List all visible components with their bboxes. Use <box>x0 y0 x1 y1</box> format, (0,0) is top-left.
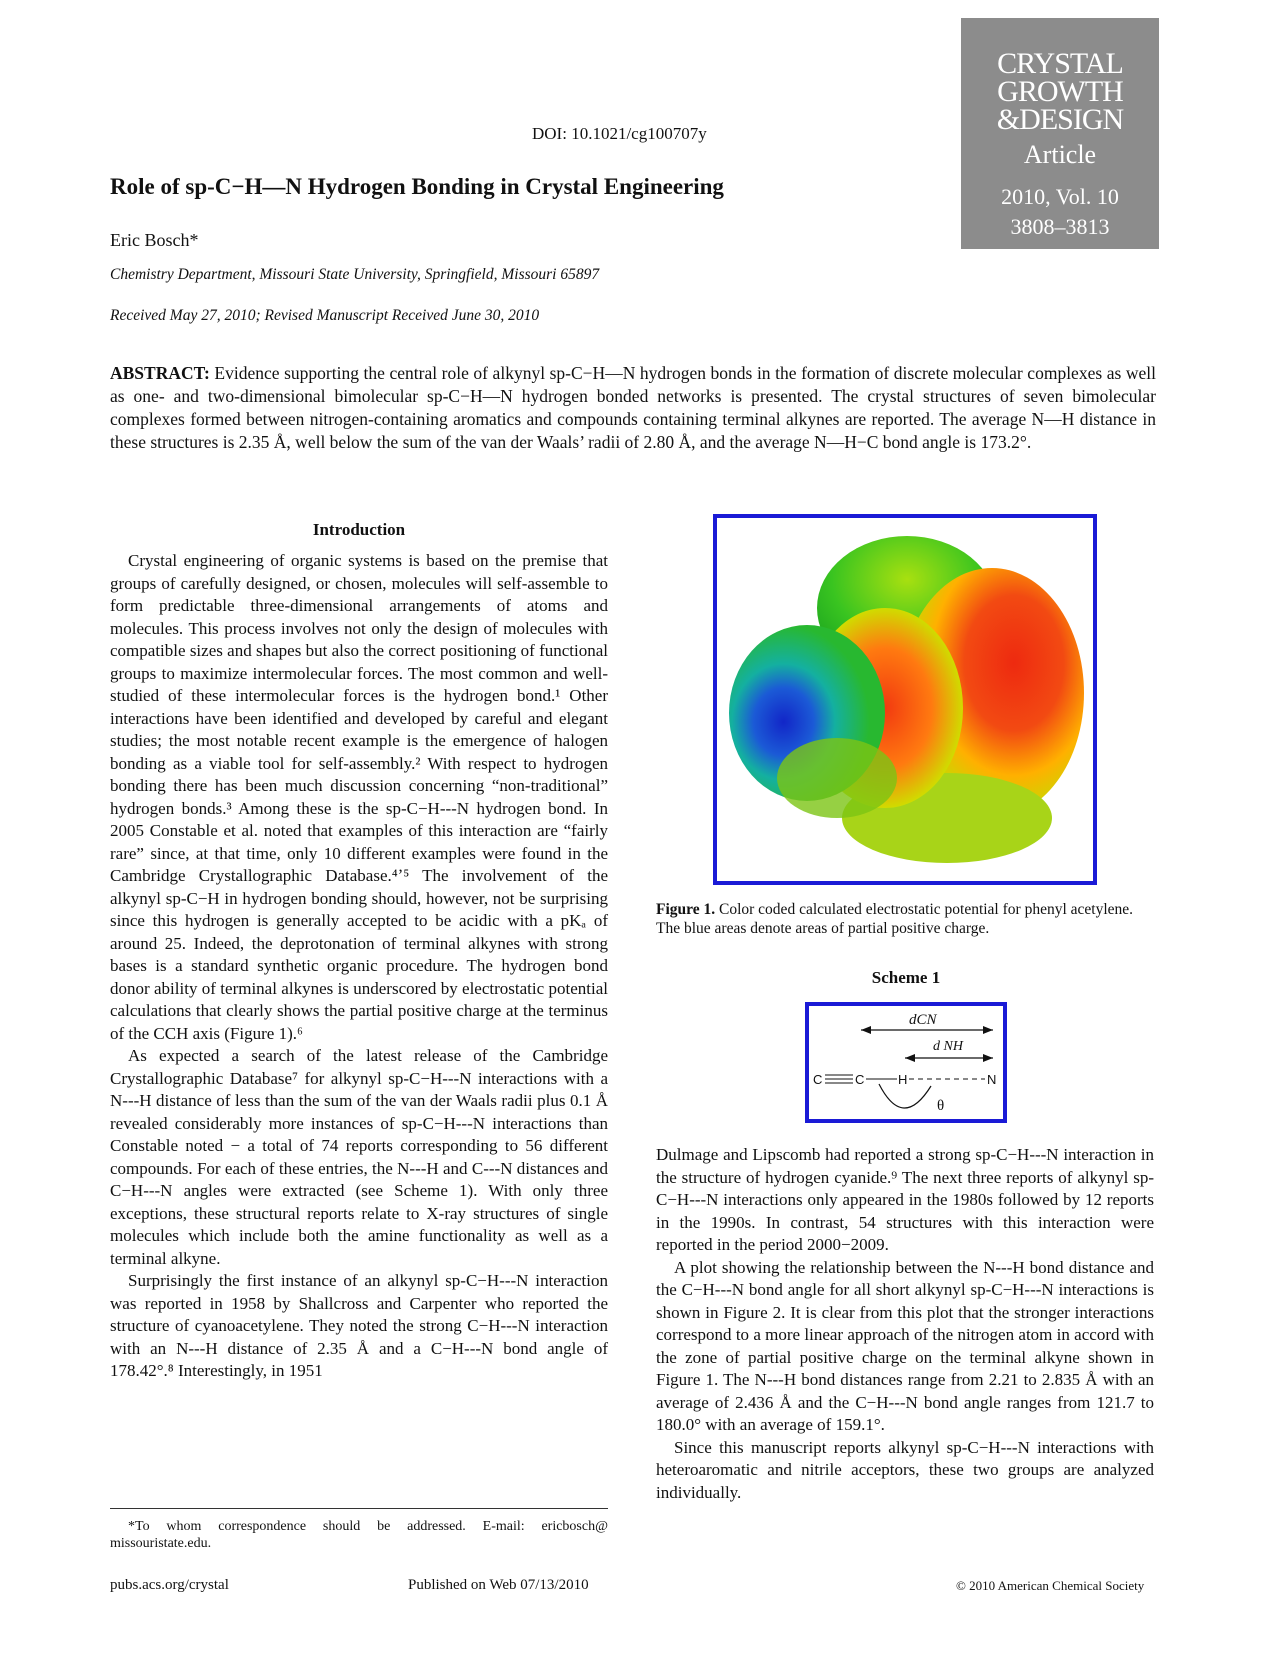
scheme-atom-n: N <box>987 1072 997 1087</box>
intro-paragraph-2: As expected a search of the latest release of the Cambridge Crystallographic Database⁷ for alkynyl sp-C−H---N interactions with a N---H distance of less than the sum of the van der Waals radii plus 0.1 Å revealed considerably more instances of sp-C−H---N interactions than Constable noted − a total of 74 reports corresponding to 56 different compounds. For each of these entries, the N---H and C---N distances and C−H---N angles were extracted (see Scheme 1). With only three exceptions, these structural reports relate to X-ray structures of single molecules which include both the amine functionality as well as a terminal alkyne. <box>110 1046 608 1268</box>
scheme-1-svg <box>809 1006 1003 1119</box>
journal-name-line1: CRYSTAL <box>997 47 1123 80</box>
right-paragraph-2: A plot showing the relationship between the N---H bond distance and the C−H---N bond angle for all short alkynyl sp-C−H---N interactions is shown in Figure 2. It is clear from this plot that the stronger interactions correspond to a more linear approach of the nitrogen atom in accord with the zone of partial positive charge on the terminal alkyne shown in Figure 1. The N---H bond distances range from 2.21 to 2.835 Å with an average of 2.436 Å and the C−H---N bond angle ranges from 121.7 to 180.0° with an average of 159.1°. <box>656 1257 1154 1434</box>
journal-pages: 3808–3813 <box>1010 214 1110 239</box>
right-paragraph-1: Dulmage and Lipscomb had reported a strong sp-C−H---N interaction in the structure of hydrogen cyanide.⁹ The next three reports of alkynyl sp-C−H---N interactions only appeared in the 1980s followed by 12 reports in the 1990s. In contrast, 54 structures with this interaction were reported in the period 2000−2009. <box>656 1145 1154 1254</box>
scheme-atom-h: H <box>898 1072 908 1087</box>
figure-1-label: Figure 1. <box>656 901 716 918</box>
abstract-text: Evidence supporting the central role of alkynyl sp-C−H—N hydrogen bonds in the formation of discrete molecular complexes as well as one- and two-dimensional bimolecular sp-C−H—N hydrogen bonded networks is presented. The crystal structures of seven bimolecular complexes formed between nitrogen-containing aromatics and compounds containing terminal alkynes are reported. The average N—H distance in these structures is 2.35 Å, well below the sum of the van der Waals’ radii of 2.80 Å, and the average N—H−C bond angle is 173.2°. <box>110 363 1156 452</box>
journal-badge <box>961 18 1159 249</box>
scheme-dcn-arrowhead-left <box>861 1026 871 1034</box>
intro-paragraph-3: Surprisingly the first instance of an alkynyl sp-C−H---N interaction was reported in 1958 by Shallcross and Carpenter who reported the structure of cyanoacetylene. They noted the strong C−H---N interaction with an N---H distance of 2.35 Å and a C−H---N bond angle of 178.42°.⁸ Interestingly, in 1951 <box>110 1271 608 1380</box>
left-column <box>110 550 608 1383</box>
footnote-rule <box>110 1508 608 1509</box>
footer-published-date: Published on Web 07/13/2010 <box>408 1577 589 1593</box>
right-paragraph-3: Since this manuscript reports alkynyl sp-C−H---N interactions with heteroaromatic and nitrile acceptors, these two groups are analyzed individually. <box>656 1437 1154 1502</box>
introduction-heading: Introduction <box>312 520 406 539</box>
footer-journal-url: pubs.acs.org/crystal <box>110 1577 229 1593</box>
author: Eric Bosch* <box>110 230 199 250</box>
journal-name-line2: GROWTH <box>997 75 1123 108</box>
footnote: *To whom correspondence should be addressed. E-mail: ericbosch@ missouristate.edu. <box>110 1519 608 1551</box>
right-column <box>656 1144 1154 1504</box>
scheme-theta-label: θ <box>937 1098 945 1114</box>
doi: DOI: 10.1021/cg100707y <box>532 124 707 143</box>
received-dates: Received May 27, 2010; Revised Manuscript Received June 30, 2010 <box>110 307 540 324</box>
scheme-1-diagram <box>805 1002 1007 1123</box>
scheme-dnh-arrowhead-right <box>983 1054 993 1062</box>
intro-paragraph-1: Crystal engineering of organic systems is based on the premise that groups of carefully designed, or chosen, molecules will self-assemble to form predictable three-dimensional arrangements of atoms and molecules. This process involves not only the design of molecules with compatible sizes and shapes but also the correct positioning of functional groups to maximize intermolecular forces. The most common and well-studied of these intermolecular forces is the hydrogen bond.¹ Other interactions have been identified and developed by careful and elegant studies; the most notable recent example is the emergence of halogen bonding as a viable tool for self-assembly.² With respect to hydrogen bonding there has been much discussion concerning “non-traditional” hydrogen bonds.³ Among these is the sp-C−H---N hydrogen bond. In 2005 Constable et al. noted that examples of this interaction are “fairly rare” since, at that time, only 10 different examples were found in the Cambridge Crystallographic Database.⁴ʼ⁵ The involvement of the alkynyl sp-C−H in hydrogen bonding should, however, not be surprising since this hydrogen is generally accepted to be acidic with a pKₐ of around 25. Indeed, the deprotonation of terminal alkynes with strong bases is a standard synthetic organic procedure. The hydrogen bond donor ability of terminal alkynes is underscored by electrostatic potential calculations that clearly shows the partial positive charge at the terminus of the CCH axis (Figure 1).⁶ <box>110 551 608 1043</box>
figure-1-caption-text: Color coded calculated electrostatic potential for phenyl acetylene. The blue areas denote areas of partial positive charge. <box>656 901 1134 937</box>
figure-1-image <box>713 514 1097 885</box>
scheme-dcn-label: dCN <box>909 1012 937 1028</box>
article-type: Article <box>1023 140 1097 169</box>
scheme-dnh-arrowhead-left <box>905 1054 915 1062</box>
scheme-dcn-arrowhead-right <box>983 1026 993 1034</box>
abstract <box>110 362 1156 454</box>
scheme-1-title: Scheme 1 <box>871 968 941 987</box>
journal-volume: 2010, Vol. 10 <box>1001 184 1119 209</box>
scheme-atom-c2: C <box>855 1072 865 1087</box>
abstract-label: ABSTRACT: <box>110 363 210 383</box>
journal-name-line3: &DESIGN <box>996 103 1124 136</box>
paper-title: Role of sp-C−H—N Hydrogen Bonding in Crystal Engineering <box>110 174 724 199</box>
footer-copyright: © 2010 American Chemical Society <box>956 1578 1145 1593</box>
figure-1-caption <box>656 900 1156 938</box>
scheme-atom-c1: C <box>813 1072 823 1087</box>
scheme-angle-arc <box>879 1084 931 1108</box>
affiliation: Chemistry Department, Missouri State University, Springfield, Missouri 65897 <box>110 266 600 283</box>
journal-name <box>961 47 1159 136</box>
electrostatic-potential-map <box>717 518 1093 881</box>
scheme-dnh-label: d NH <box>933 1039 963 1054</box>
